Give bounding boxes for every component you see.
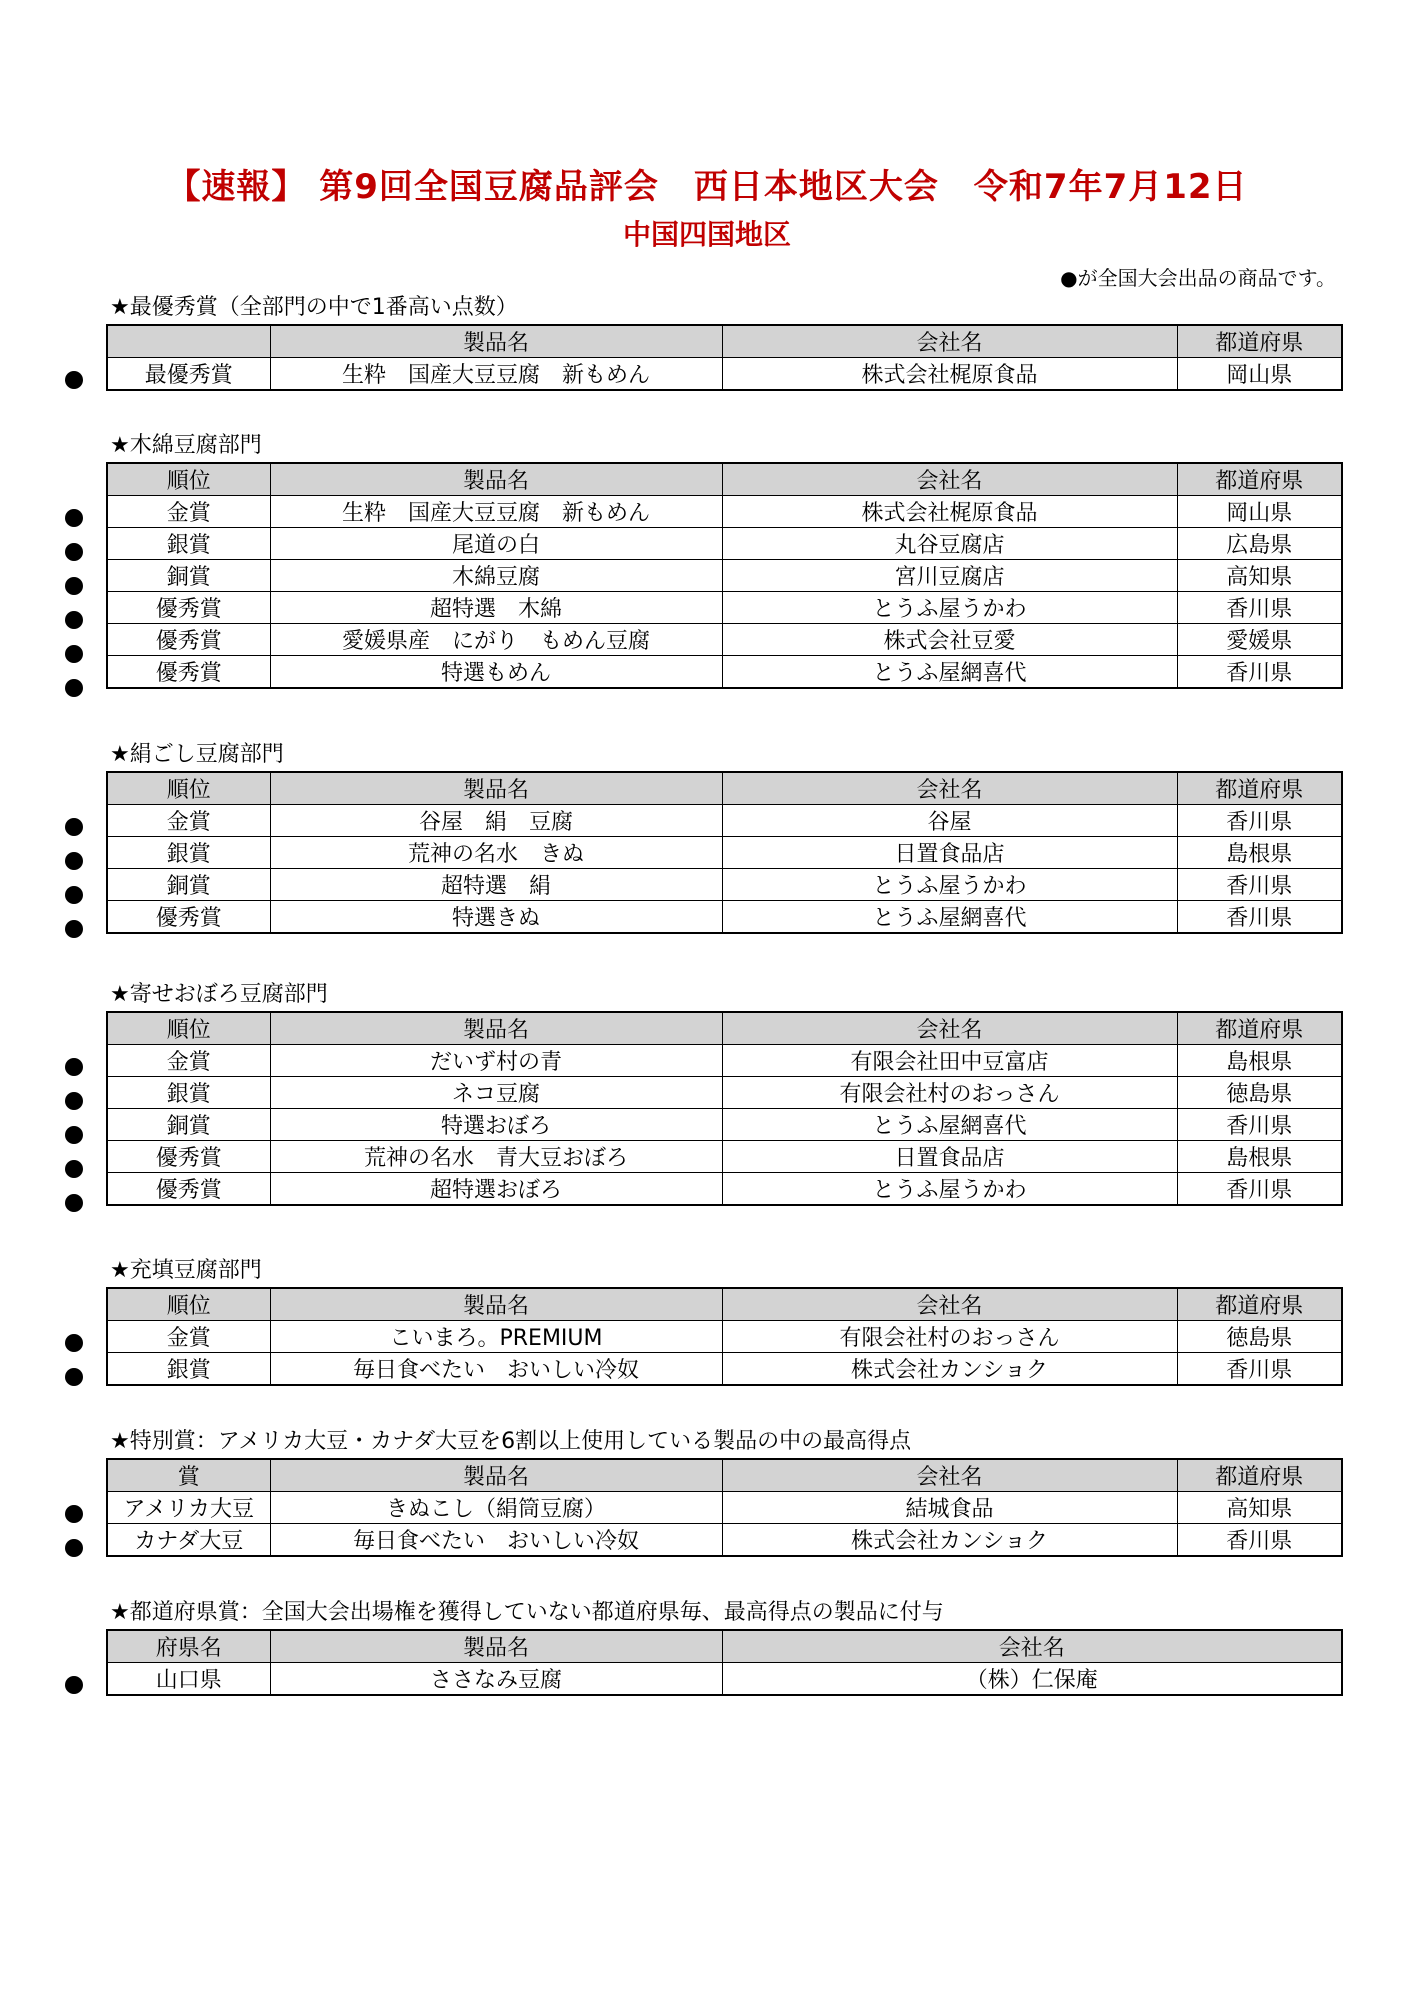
national-entry-mark: [65, 679, 83, 697]
cell-rank: 優秀賞: [107, 1141, 270, 1173]
national-entry-mark: [65, 818, 83, 836]
cell-rank: 銅賞: [107, 560, 270, 592]
table-row: [107, 560, 1342, 592]
cell-product: 尾道の白: [270, 528, 722, 560]
cell-rank: 銅賞: [107, 1109, 270, 1141]
table-header-row: [107, 772, 1342, 805]
cell-company: 株式会社カンショク: [722, 1353, 1177, 1386]
cell-prefecture: 香川県: [1177, 592, 1342, 624]
cell-company: 丸谷豆腐店: [722, 528, 1177, 560]
table-row: [107, 1109, 1342, 1141]
cell-company: 有限会社村のおっさん: [722, 1077, 1177, 1109]
cell-product: きぬこし（絹筒豆腐）: [270, 1492, 722, 1524]
national-entry-mark: [65, 852, 83, 870]
table-header-row: [107, 463, 1342, 496]
cell-product: こいまろ。PREMIUM: [270, 1321, 722, 1353]
header-product: 製品名: [270, 1630, 722, 1663]
cell-rank: 金賞: [107, 805, 270, 837]
cell-rank: 最優秀賞: [107, 358, 270, 391]
header-rank: 順位: [107, 1012, 270, 1045]
table-row: [107, 869, 1342, 901]
header-product: 製品名: [270, 772, 722, 805]
cell-company: 谷屋: [722, 805, 1177, 837]
cell-rank: 銀賞: [107, 1353, 270, 1386]
cell-prefecture: 徳島県: [1177, 1321, 1342, 1353]
cell-prefecture: 高知県: [1177, 1492, 1342, 1524]
cell-prefecture: 岡山県: [1177, 358, 1342, 391]
results-table: [106, 1629, 1343, 1696]
cell-company: 日置食品店: [722, 1141, 1177, 1173]
cell-company: 結城食品: [722, 1492, 1177, 1524]
cell-company: とうふ屋網喜代: [722, 656, 1177, 689]
section-title: ★特別賞：アメリカ大豆・カナダ大豆を6割以上使用している製品の中の最高得点: [110, 1429, 912, 1454]
cell-prefecture: 香川県: [1177, 656, 1342, 689]
national-entry-mark: [65, 920, 83, 938]
national-entry-mark: [65, 1058, 83, 1076]
cell-prefecture: 香川県: [1177, 869, 1342, 901]
header-product: 製品名: [270, 1288, 722, 1321]
table-row: [107, 656, 1342, 689]
cell-product: 毎日食べたい おいしい冷奴: [270, 1353, 722, 1386]
national-entry-mark: [65, 611, 83, 629]
header-company: 会社名: [722, 1630, 1342, 1663]
cell-company: 株式会社梶原食品: [722, 358, 1177, 391]
table-header-row: [107, 1630, 1342, 1663]
cell-rank: 銀賞: [107, 528, 270, 560]
cell-prefecture: 愛媛県: [1177, 624, 1342, 656]
cell-product: 特選もめん: [270, 656, 722, 689]
table-row: [107, 1321, 1342, 1353]
header-prefecture-name: 府県名: [107, 1630, 270, 1663]
table-header-row: [107, 325, 1342, 358]
cell-prefecture: 香川県: [1177, 1173, 1342, 1206]
cell-prefecture: 高知県: [1177, 560, 1342, 592]
header-rank: 順位: [107, 1288, 270, 1321]
national-entry-mark: [65, 509, 83, 527]
cell-company: 宮川豆腐店: [722, 560, 1177, 592]
cell-prefecture: 香川県: [1177, 1109, 1342, 1141]
national-entry-mark: [65, 577, 83, 595]
cell-company: とうふ屋うかわ: [722, 592, 1177, 624]
table-row: [107, 496, 1342, 528]
header-company: 会社名: [722, 1459, 1177, 1492]
cell-prefecture-name: 山口県: [107, 1663, 270, 1696]
section-title: ★木綿豆腐部門: [110, 433, 262, 458]
table-row: [107, 1141, 1342, 1173]
cell-rank: 金賞: [107, 496, 270, 528]
header-prefecture: 都道府県: [1177, 1459, 1342, 1492]
table-row: [107, 1663, 1342, 1696]
national-entry-mark: [65, 1334, 83, 1352]
cell-rank: 優秀賞: [107, 624, 270, 656]
national-entry-mark: [65, 1539, 83, 1557]
cell-company: とうふ屋網喜代: [722, 901, 1177, 934]
section-title: ★絹ごし豆腐部門: [110, 742, 284, 767]
header-company: 会社名: [722, 325, 1177, 358]
cell-company: とうふ屋網喜代: [722, 1109, 1177, 1141]
header-rank: 順位: [107, 772, 270, 805]
cell-prefecture: 島根県: [1177, 837, 1342, 869]
header-product: 製品名: [270, 1012, 722, 1045]
table-row: [107, 592, 1342, 624]
results-table: [106, 1458, 1343, 1557]
section-title: ★都道府県賞：全国大会出場権を獲得していない都道府県毎、最高得点の製品に付与: [110, 1600, 944, 1625]
results-table: [106, 324, 1343, 391]
cell-rank: 優秀賞: [107, 1173, 270, 1206]
section-title: ★寄せおぼろ豆腐部門: [110, 982, 328, 1007]
table-row: [107, 805, 1342, 837]
national-entry-mark: [65, 1368, 83, 1386]
cell-product: 愛媛県産 にがり もめん豆腐: [270, 624, 722, 656]
cell-product: 超特選 木綿: [270, 592, 722, 624]
table-row: [107, 624, 1342, 656]
header-company: 会社名: [722, 772, 1177, 805]
cell-product: 特選おぼろ: [270, 1109, 722, 1141]
cell-rank: 優秀賞: [107, 901, 270, 934]
national-entry-mark: [65, 1505, 83, 1523]
header-rank: 順位: [107, 463, 270, 496]
header-prefecture: 都道府県: [1177, 1012, 1342, 1045]
table-row: [107, 837, 1342, 869]
section-title: ★充填豆腐部門: [110, 1258, 262, 1283]
header-prefecture: 都道府県: [1177, 772, 1342, 805]
header-prefecture: 都道府県: [1177, 463, 1342, 496]
header-product: 製品名: [270, 463, 722, 496]
cell-prefecture: 香川県: [1177, 1524, 1342, 1557]
cell-product: 荒神の名水 青大豆おぼろ: [270, 1141, 722, 1173]
header-product: 製品名: [270, 1459, 722, 1492]
table-row: [107, 901, 1342, 934]
cell-product: ネコ豆腐: [270, 1077, 722, 1109]
section-title: ★最優秀賞（全部門の中で1番高い点数）: [110, 295, 518, 320]
cell-award: カナダ大豆: [107, 1524, 270, 1557]
cell-company: 有限会社田中豆富店: [722, 1045, 1177, 1077]
table-row: [107, 358, 1342, 391]
cell-prefecture: 香川県: [1177, 1353, 1342, 1386]
national-entry-mark: [65, 1092, 83, 1110]
cell-product: 毎日食べたい おいしい冷奴: [270, 1524, 722, 1557]
cell-prefecture: 広島県: [1177, 528, 1342, 560]
table-row: [107, 1524, 1342, 1557]
table-row: [107, 1492, 1342, 1524]
cell-company: 日置食品店: [722, 837, 1177, 869]
page-title: 【速報】 第9回全国豆腐品評会 西日本地区大会 令和7年7月12日: [166, 167, 1248, 207]
header-prefecture: 都道府県: [1177, 325, 1342, 358]
cell-company: 株式会社梶原食品: [722, 496, 1177, 528]
results-table: [106, 1011, 1343, 1206]
table-row: [107, 1353, 1342, 1386]
cell-prefecture: 島根県: [1177, 1045, 1342, 1077]
cell-product: 生粋 国産大豆豆腐 新もめん: [270, 496, 722, 528]
table-row: [107, 1077, 1342, 1109]
cell-prefecture: 香川県: [1177, 805, 1342, 837]
results-table: [106, 771, 1343, 934]
national-entry-mark: [65, 1126, 83, 1144]
cell-product: 超特選おぼろ: [270, 1173, 722, 1206]
cell-rank: 金賞: [107, 1045, 270, 1077]
cell-product: 超特選 絹: [270, 869, 722, 901]
results-table: [106, 1287, 1343, 1386]
national-entry-mark: [65, 886, 83, 904]
cell-rank: 優秀賞: [107, 656, 270, 689]
header-company: 会社名: [722, 1012, 1177, 1045]
header-company: 会社名: [722, 463, 1177, 496]
table-row: [107, 1045, 1342, 1077]
cell-company: 株式会社豆愛: [722, 624, 1177, 656]
cell-rank: 優秀賞: [107, 592, 270, 624]
cell-prefecture: 島根県: [1177, 1141, 1342, 1173]
legend-note: ●が全国大会出品の商品です。: [1060, 266, 1336, 290]
cell-prefecture: 岡山県: [1177, 496, 1342, 528]
cell-product: 木綿豆腐: [270, 560, 722, 592]
table-header-row: [107, 1012, 1342, 1045]
header-company: 会社名: [722, 1288, 1177, 1321]
national-entry-mark: [65, 1194, 83, 1212]
cell-product: 荒神の名水 きぬ: [270, 837, 722, 869]
cell-company: とうふ屋うかわ: [722, 869, 1177, 901]
header-product: 製品名: [270, 325, 722, 358]
table-row: [107, 1173, 1342, 1206]
cell-rank: 銀賞: [107, 1077, 270, 1109]
cell-rank: 銅賞: [107, 869, 270, 901]
cell-prefecture: 徳島県: [1177, 1077, 1342, 1109]
national-entry-mark: [65, 645, 83, 663]
cell-rank: 金賞: [107, 1321, 270, 1353]
header-prefecture: 都道府県: [1177, 1288, 1342, 1321]
cell-award: アメリカ大豆: [107, 1492, 270, 1524]
cell-product: だいず村の青: [270, 1045, 722, 1077]
cell-company: 有限会社村のおっさん: [722, 1321, 1177, 1353]
cell-product: 谷屋 絹 豆腐: [270, 805, 722, 837]
table-header-row: [107, 1288, 1342, 1321]
table-header-row: [107, 1459, 1342, 1492]
cell-product: 特選きぬ: [270, 901, 722, 934]
cell-company: 株式会社カンショク: [722, 1524, 1177, 1557]
national-entry-mark: [65, 1160, 83, 1178]
national-entry-mark: [65, 543, 83, 561]
results-table: [106, 462, 1343, 689]
table-row: [107, 528, 1342, 560]
national-entry-mark: [65, 1676, 83, 1694]
cell-prefecture: 香川県: [1177, 901, 1342, 934]
region-subtitle: 中国四国地区: [622, 218, 791, 251]
header-award: 賞: [107, 1459, 270, 1492]
cell-product: ささなみ豆腐: [270, 1663, 722, 1696]
cell-company: （株）仁保庵: [722, 1663, 1342, 1696]
cell-product: 生粋 国産大豆豆腐 新もめん: [270, 358, 722, 391]
national-entry-mark: [65, 371, 83, 389]
header-rank: [107, 325, 270, 358]
cell-company: とうふ屋うかわ: [722, 1173, 1177, 1206]
cell-rank: 銀賞: [107, 837, 270, 869]
